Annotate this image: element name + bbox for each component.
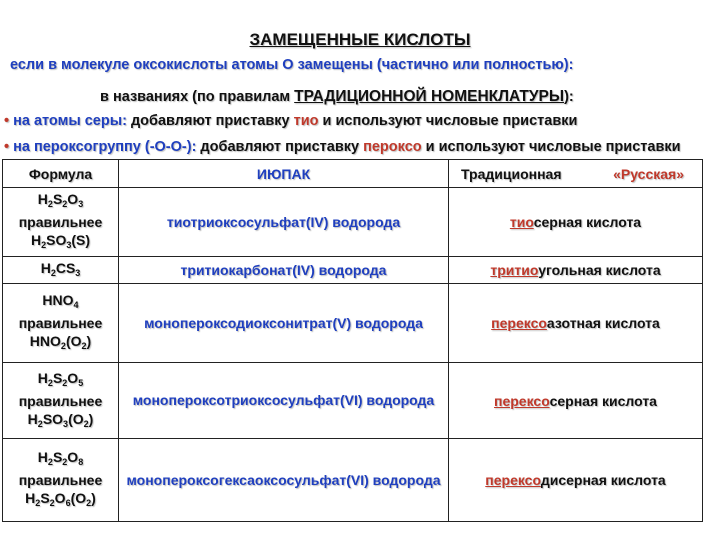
bullet: • — [4, 113, 10, 129]
bullet: • — [4, 139, 10, 155]
header-trad-label: Традиционная — [461, 165, 562, 182]
sulfur-rule — [4, 113, 720, 129]
table-header-row — [3, 160, 703, 188]
naming-rule-before: в названиях (по правилам — [100, 89, 295, 105]
header-iupac: ИЮПАК — [119, 160, 449, 188]
condition-text: если в молекуле оксокислоты атомы О замещены (частично или полностью): — [10, 57, 574, 73]
name-rest: азотная кислота — [546, 315, 660, 331]
iupac-name-cell: монопероксодиоксонитрат(V) водорода — [119, 284, 449, 363]
iupac-name-cell: монопероксогексаоксосульфат(VI) водорода — [119, 439, 449, 522]
name-prefix: перексо — [485, 472, 541, 488]
naming-rule-underlined: ТРАДИЦИОННОЙ НОМЕНКЛАТУРЫ — [294, 88, 565, 105]
iupac-name-cell: тиотриоксосульфат(IV) водорода — [119, 188, 449, 257]
acids-table — [2, 159, 703, 522]
naming-rule-after: ): — [564, 89, 574, 105]
header-formula: Формула — [3, 160, 119, 188]
peroxo-rule-prefix: пероксо — [363, 139, 422, 155]
sulfur-rule-end: и используют числовые приставки — [318, 113, 578, 129]
formula-cell: $H_2S_2O_3$ правильнее $H_2SO_3(S)$ — [3, 188, 119, 257]
name-prefix: перексо — [494, 392, 550, 409]
table-row — [3, 363, 703, 439]
sulfur-rule-target: на атомы серы: — [13, 113, 127, 129]
peroxo-rule-end: и используют числовые приставки — [421, 139, 681, 155]
table-row — [3, 439, 703, 522]
name-rest: дисерная кислота — [540, 472, 666, 488]
table-row — [3, 188, 703, 257]
name-prefix: тио — [509, 214, 534, 230]
name-prefix: перексо — [491, 315, 547, 331]
traditional-name-cell — [449, 439, 703, 522]
formula-cell: $H_2S_2O_8$ правильнее $H_2S_2O_6(O_2)$ — [3, 439, 119, 522]
peroxo-rule — [4, 139, 720, 155]
sulfur-rule-text: добавляют приставку — [126, 113, 294, 129]
name-rest: серная кислота — [549, 392, 657, 409]
formula-cell: $H_2S_2O_5$ правильнее $H_2SO_3(O_2)$ — [3, 363, 119, 439]
formula-cell: $H_2CS_3$ — [3, 257, 119, 284]
header-traditional — [449, 160, 703, 188]
naming-rule-text — [100, 88, 720, 106]
iupac-name-cell: монопероксотриоксосульфат(VI) водорода — [119, 363, 449, 439]
iupac-name-cell: тритиокарбонат(IV) водорода — [119, 257, 449, 284]
name-rest: угольная кислота — [538, 262, 661, 278]
traditional-name-cell — [449, 257, 703, 284]
name-prefix: тритио — [490, 262, 539, 278]
header-russian-label: «Русская» — [613, 165, 684, 182]
traditional-name-cell — [449, 363, 703, 439]
table-row — [3, 284, 703, 363]
peroxo-rule-target: на пероксогруппу (-О-О-): — [13, 139, 197, 155]
traditional-name-cell — [449, 188, 703, 257]
table-row — [3, 257, 703, 284]
name-rest: серная кислота — [533, 214, 642, 230]
page-title: ЗАМЕЩЕННЫЕ КИСЛОТЫ — [249, 30, 471, 49]
sulfur-rule-prefix: тио — [293, 113, 319, 129]
formula-cell: $HNO_4$ правильнее $HNO_2(O_2)$ — [3, 284, 119, 363]
traditional-name-cell — [449, 284, 703, 363]
peroxo-rule-text: добавляют приставку — [196, 139, 364, 155]
